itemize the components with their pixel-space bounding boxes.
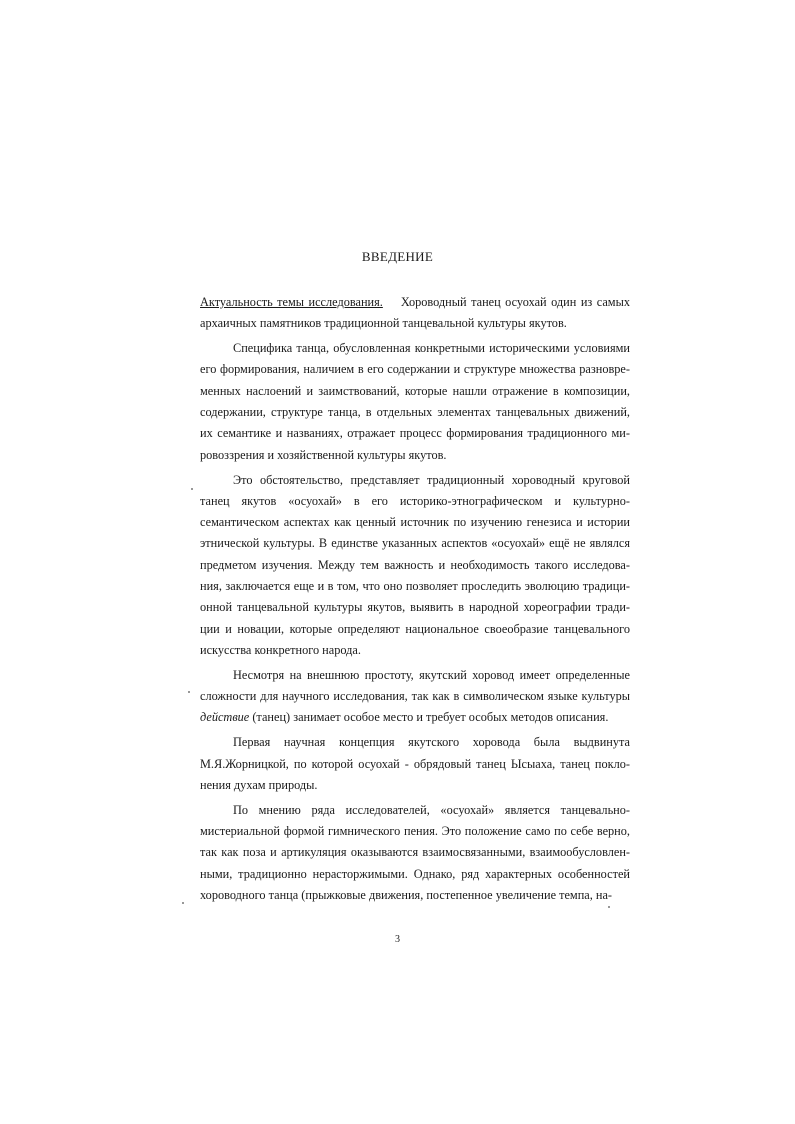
paragraph xyxy=(200,732,630,796)
text-line: ными, традиционно нерасторжимыми. Однако, ряд характерных особенностей xyxy=(200,866,630,881)
text-line: Первая научная концепция якутского хоровода была выдвинута xyxy=(233,735,630,750)
text-line: танец якутов «осуохай» в его историко-этнографическом и культурно- xyxy=(200,493,630,508)
paragraph xyxy=(200,800,630,906)
page-number: 3 xyxy=(395,934,400,945)
scan-speck xyxy=(188,691,190,693)
text-line xyxy=(200,707,630,728)
scan-speck xyxy=(608,906,610,908)
text-line: их семантике и названиях, отражает процесс формирования традиционного ми- xyxy=(200,426,630,441)
section-heading-inline: Актуальность темы исследования. xyxy=(200,295,383,309)
paragraph xyxy=(200,338,630,466)
text-line: ции и новации, которые определяют национальное своеобразие танцевального xyxy=(200,621,630,636)
text-line: архаичных памятников традиционной танцевальной культуры якутов. xyxy=(200,316,567,331)
text-line: онной танцевальной культуры якутов, выявить в народной хореографии тради- xyxy=(200,600,630,615)
text-line: нения духам природы. xyxy=(200,777,318,792)
text-line: Это обстоятельство, представляет традиционный хороводный круговой xyxy=(233,472,630,487)
text-line: менных наслоений и заимствований, которые нашли отражение в композиции, xyxy=(200,383,630,398)
text-line: содержании, структуре танца, в отдельных элементах танцевальных движений, xyxy=(200,405,630,420)
italic-term: действие xyxy=(200,710,250,725)
text-line: предметом изучения. Между тем важность и необходимость такого исследова- xyxy=(200,557,630,572)
text-line: его формирования, наличием в его содержании и структуре множества разновре- xyxy=(200,362,630,377)
text-line: сложности для научного исследования, так как в символическом языке культуры xyxy=(200,689,630,704)
paragraph xyxy=(200,470,630,662)
text-line: По мнению ряда исследователей, «осуохай» является танцевально- xyxy=(233,802,630,817)
text-fragment: Хороводный танец осуохай один из самых xyxy=(400,295,631,309)
text-line: семантическом аспектах как ценный источник по изучению генезиса и истории xyxy=(200,515,630,530)
text-line: ния, заключается еще и в том, что оно позволяет проследить эволюцию традици- xyxy=(200,579,630,594)
text-line: искусства конкретного народа. xyxy=(200,642,361,657)
scan-speck xyxy=(191,488,193,490)
scan-speck xyxy=(182,902,184,904)
text-line: мистериальной формой гимнического пения. Это положение само по себе верно, xyxy=(200,824,630,839)
section-title: ВВЕДЕНИЕ xyxy=(361,249,434,264)
text-line: так как поза и артикуляция оказываются взаимосвязанными, взаимообусловлен- xyxy=(200,845,630,860)
text-fragment: (танец) занимает особое место и требует особых методов описания. xyxy=(249,710,609,725)
text-line: Специфика танца, обусловленная конкретными историческими условиями xyxy=(233,341,630,356)
text-line xyxy=(200,292,630,313)
paragraph xyxy=(200,665,630,729)
text-line: хороводного танца (прыжковые движения, постепенное увеличение темпа, на- xyxy=(200,887,613,902)
body-text xyxy=(200,292,630,910)
text-line: ровоззрения и хозяйственной культуры якутов. xyxy=(200,447,447,462)
text-line: Несмотря на внешнюю простоту, якутский хоровод имеет определенные xyxy=(233,667,630,682)
paragraph xyxy=(200,292,630,335)
text-line: этнической культуры. В единстве указанных аспектов «осуохай» ещё не являлся xyxy=(200,536,630,551)
text-line: М.Я.Жорницкой, по которой осуохай - обрядовый танец Ысыаха, танец покло- xyxy=(200,756,630,771)
